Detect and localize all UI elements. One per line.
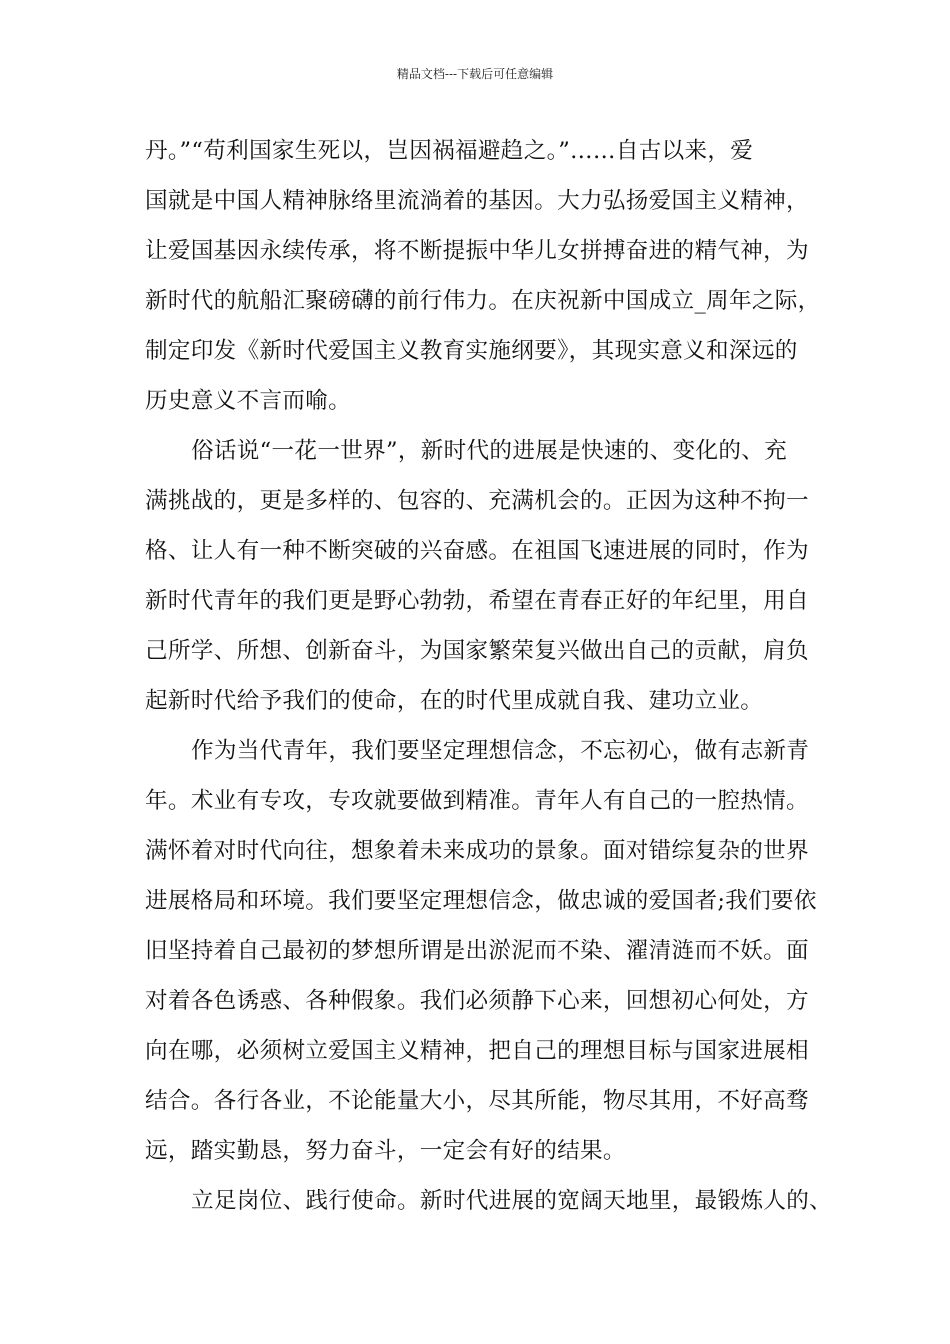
text-line: 制定印发《新时代爱国主义教育实施纲要》，其现实意义和深远的	[145, 338, 798, 364]
paragraph-4	[145, 1176, 833, 1226]
text-line: 结合。各行各业，不论能量大小，尽其所能，物尽其用，不好高骛	[145, 1088, 809, 1114]
text-line: 远，踏实勤恳，努力奋斗，一定会有好的结果。	[145, 1138, 626, 1164]
text-line: 起新时代给予我们的使命，在的时代里成就自我、建功立业。	[145, 688, 764, 714]
text-line: 历史意义不言而喻。	[145, 388, 352, 414]
page-header: 精品文档---下载后可任意编辑	[396, 67, 554, 81]
text-line: 俗话说“一花一世界”，新时代的进展是快速的、变化的、充	[191, 438, 788, 464]
text-line: 己所学、所想、创新奋斗，为国家繁荣复兴做出自己的贡献，肩负	[145, 638, 809, 664]
text-line: 丹。”“苟利国家生死以，岂因祸福避趋之。”……自古以来，爱	[145, 138, 754, 164]
text-line: 年。术业有专攻，专攻就要做到精准。青年人有自己的一腔热情。	[145, 788, 809, 814]
text-line: 向在哪，必须树立爱国主义精神，把自己的理想目标与国家进展相	[145, 1038, 809, 1064]
text-line: 新时代青年的我们更是野心勃勃，希望在青春正好的年纪里，用自	[145, 588, 809, 614]
text-line: 国就是中国人精神脉络里流淌着的基因。大力弘扬爱国主义精神，	[145, 188, 809, 214]
text-line: 让爱国基因永续传承，将不断提振中华儿女拼搏奋进的精气神，为	[145, 238, 809, 264]
text-line: 进展格局和环境。我们要坚定理想信念，做忠诚的爱国者;我们要依	[145, 888, 817, 914]
text-line: 新时代的航船汇聚磅礴的前行伟力。在庆祝新中国成立_周年之际，	[145, 288, 821, 314]
text-line: 立足岗位、践行使命。新时代进展的宽阔天地里，最锻炼人的、	[191, 1188, 833, 1214]
text-line: 对着各色诱惑、各种假象。我们必须静下心来，回想初心何处，方	[145, 988, 809, 1014]
text-line: 旧坚持着自己最初的梦想所谓是出淤泥而不染、濯清涟而不妖。面	[145, 938, 809, 964]
text-line: 满怀着对时代向往，想象着未来成功的景象。面对错综复杂的世界	[145, 838, 809, 864]
document-body	[145, 126, 833, 1226]
text-line: 格、让人有一种不断突破的兴奋感。在祖国飞速进展的同时，作为	[145, 538, 809, 564]
paragraph-2	[145, 426, 825, 726]
paragraph-1	[145, 126, 825, 426]
paragraph-3	[145, 726, 825, 1176]
text-line: 满挑战的，更是多样的、包容的、充满机会的。正因为这种不拘一	[145, 488, 809, 514]
text-line: 作为当代青年，我们要坚定理想信念，不忘初心，做有志新青	[191, 738, 810, 764]
